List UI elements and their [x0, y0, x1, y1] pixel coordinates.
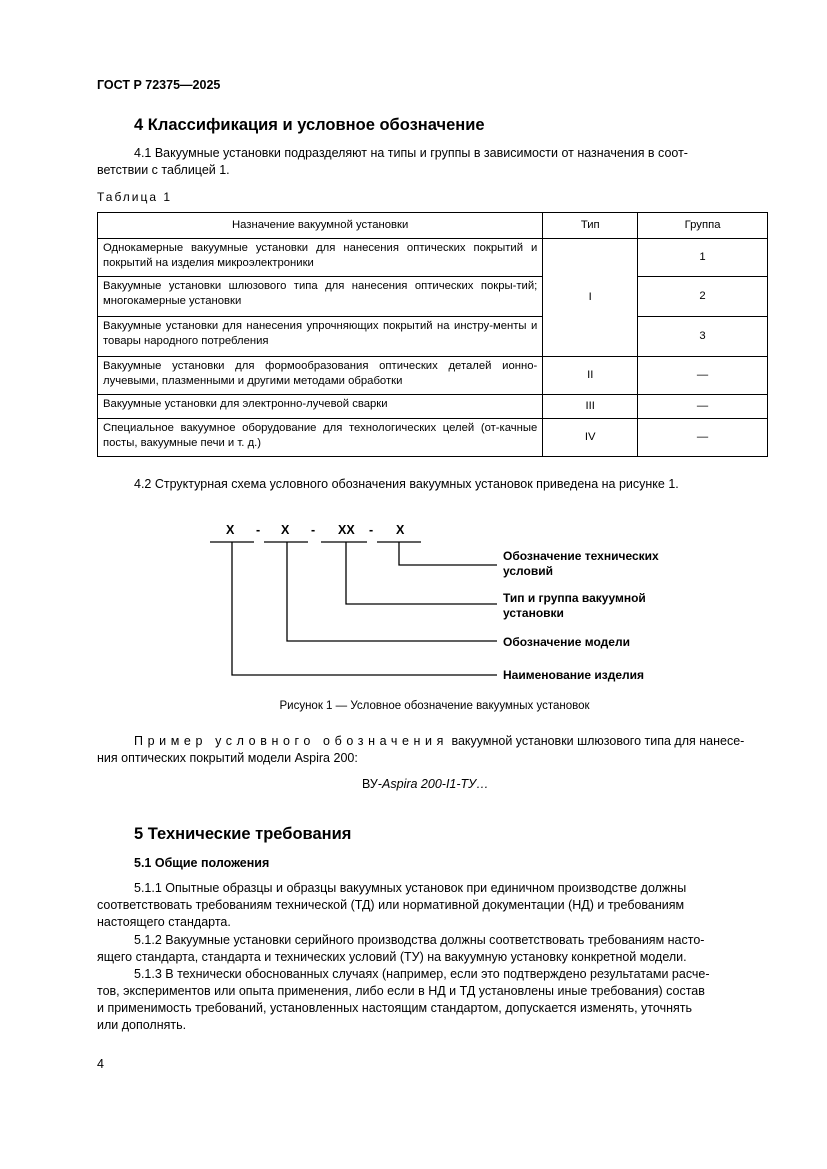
code-part-2: X — [281, 523, 290, 537]
section-4-title: 4 Классификация и условное обозначение — [134, 116, 485, 134]
label-tech-conditions: Обозначение технических условий — [503, 549, 659, 578]
table-cell-purpose: Вакуумные установки для формообразования оптических деталей ионно-лучевыми, плазменными и другими методами обработки — [98, 357, 543, 395]
column-header-type: Тип — [543, 213, 638, 239]
paragraph-5-1-2-line2: ящего стандарта, стандарта и технических условий (ТУ) на вакуумную установку конкретной модели. — [97, 950, 687, 964]
paragraph-4-2: 4.2 Структурная схема условного обозначения вакуумных установок приведена на рисунке 1. — [134, 477, 679, 491]
code-part-4: X — [396, 523, 405, 537]
table-cell-purpose: Вакуумные установки для электронно-лучевой сварки — [98, 395, 543, 419]
page-number: 4 — [97, 1057, 104, 1071]
code-dash-2: - — [311, 523, 316, 537]
paragraph-5-1-3-line2: тов, экспериментов или опыта применения, либо если в НД и ТД установлены иные требования) состав — [97, 984, 705, 998]
code-part-3: XX — [338, 523, 355, 537]
paragraph-5-1-1-line1: 5.1.1 Опытные образцы и образцы вакуумных установок при единичном производстве должны — [134, 881, 687, 895]
column-header-purpose: Назначение вакуумной установки — [98, 213, 543, 239]
section-5-title: 5 Технические требования — [134, 825, 352, 843]
code-dash-3: - — [369, 523, 374, 537]
example-spaced-label: Пример условного обозначения — [134, 734, 448, 748]
label-model: Обозначение модели — [503, 635, 630, 649]
leader-line-type-group — [346, 542, 497, 604]
paragraph-5-1-2-line1: 5.1.2 Вакуумные установки серийного производства должны соответствовать требованиям насто- — [134, 933, 705, 947]
table-caption: Таблица 1 — [97, 190, 173, 204]
code-dash-1: - — [256, 523, 261, 537]
document-header: ГОСТ Р 72375—2025 — [97, 78, 221, 92]
table-cell-type: IV — [543, 419, 638, 457]
table-cell-purpose: Специальное вакуумное оборудование для технологических целей (от-качные посты, вакуумные печи и т. д.) — [98, 419, 543, 457]
table-cell-group: 1 — [638, 239, 768, 277]
table-cell-group: — — [638, 419, 768, 457]
example-line2: ния оптических покрытий модели Aspira 200: — [97, 751, 358, 765]
paragraph-5-1-3-line1: 5.1.3 В технически обоснованных случаях (например, если это подтверждено результатами расче- — [134, 967, 710, 981]
example-line1 — [134, 733, 744, 750]
label-product-name: Наименование изделия — [503, 668, 645, 682]
example-code-italic: Aspira 200-I1-ТУ… — [382, 777, 489, 791]
leader-line-tech-conditions — [399, 542, 497, 565]
column-header-group: Группа — [638, 213, 768, 239]
code-part-1: X — [226, 523, 235, 537]
table-cell-purpose: Однокамерные вакуумные установки для нанесения оптических покрытий и покрытий на изделия микроэлектроники — [98, 239, 543, 277]
table-cell-group: — — [638, 395, 768, 419]
table-cell-group: — — [638, 357, 768, 395]
example-text: вакуумной установки шлюзового типа для нанесе- — [448, 734, 745, 748]
leader-line-product-name — [232, 542, 497, 675]
paragraph-5-1-1-line3: настоящего стандарта. — [97, 915, 231, 929]
example-code-prefix: ВУ- — [362, 777, 383, 791]
table-cell-purpose: Вакуумные установки для нанесения упрочняющих покрытий на инстру-менты и товары народного потребления — [98, 317, 543, 357]
table-cell-type: I — [543, 239, 638, 357]
label-type-group: Тип и группа вакуумной установки — [503, 591, 646, 620]
table-cell-type: III — [543, 395, 638, 419]
table-cell-type: II — [543, 357, 638, 395]
paragraph-5-1-1-line2: соответствовать требованиям технической (ТД) или нормативной документации (НД) и требованиям — [97, 898, 685, 912]
table-cell-group: 3 — [638, 317, 768, 357]
table-cell-purpose: Вакуумные установки шлюзового типа для нанесения оптических покры-тий; многокамерные установки — [98, 277, 543, 317]
paragraph-5-1-3-line4: или дополнять. — [97, 1018, 187, 1032]
leader-line-model — [287, 542, 497, 641]
paragraph-5-1-3-line3: и применимость требований, установленных настоящим стандартом, допускается изменять, уточнять — [97, 1001, 692, 1015]
figure-caption: Рисунок 1 — Условное обозначение вакуумных установок — [279, 700, 590, 712]
example-code — [362, 776, 489, 793]
paragraph-4-1-line2: ветствии с таблицей 1. — [97, 163, 230, 177]
paragraph-4-1-line1: 4.1 Вакуумные установки подразделяют на типы и группы в зависимости от назначения в соот- — [134, 146, 688, 160]
table-cell-group: 2 — [638, 277, 768, 317]
subsection-5-1-title: 5.1 Общие положения — [134, 856, 270, 870]
